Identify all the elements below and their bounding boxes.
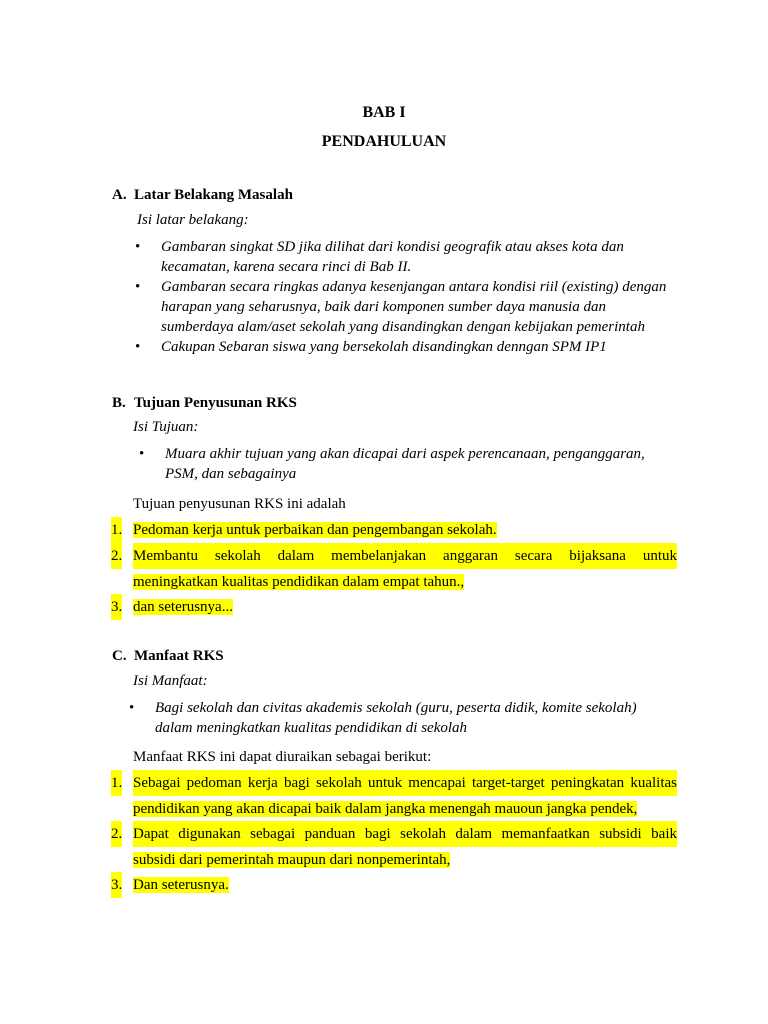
item-text: Dan seterusnya. xyxy=(133,877,229,893)
section-a-letter: A. xyxy=(112,187,127,203)
bullet-dot-icon: • xyxy=(135,279,141,295)
section-a-bullet-2 xyxy=(135,277,681,337)
section-c-bullet-1 xyxy=(129,698,665,738)
bullet-dot-icon: • xyxy=(129,700,135,716)
section-c-item-3 xyxy=(111,872,677,898)
bullet-text: Bagi sekolah dan civitas akademis sekolah (guru, peserta didik, komite sekolah) dalam meningkatkan kualitas pendidikan di sekolah xyxy=(155,700,637,736)
bullet-text: Gambaran singkat SD jika dilihat dari kondisi geografik atau akses kota dan kecamatan, karena secara rinci di Bab II. xyxy=(161,239,624,275)
section-b-heading xyxy=(112,395,297,412)
section-c-subheading: Isi Manfaat: xyxy=(133,673,208,689)
item-text-line-1: Sebagai pedoman kerja bagi sekolah untuk mencapai target-target peningkatan kualitas xyxy=(133,770,677,796)
section-b-item-1 xyxy=(111,517,677,543)
chapter-title: PENDAHULUAN xyxy=(321,133,447,150)
item-text-line-2: pendidikan yang akan dicapai baik dalam jangka menengah mauoun jangka pendek, xyxy=(133,801,638,817)
item-text-line-2: subsidi dari pemerintah maupun dari nonpemerintah, xyxy=(133,852,451,868)
item-text-line-1: Membantu sekolah dalam membelanjakan anggaran secara bijaksana untuk xyxy=(133,543,677,569)
chapter-number: BAB I xyxy=(362,104,406,121)
item-number: 3. xyxy=(111,594,122,620)
section-a-heading xyxy=(112,187,293,204)
item-number: 3. xyxy=(111,872,122,898)
item-number: 2. xyxy=(111,821,122,847)
item-text: Pedoman kerja untuk perbaikan dan pengembangan sekolah. xyxy=(133,522,497,538)
section-c-item-1 xyxy=(111,770,677,822)
bullet-dot-icon: • xyxy=(139,446,145,462)
bullet-text: Gambaran secara ringkas adanya kesenjangan antara kondisi riil (existing) dengan harapan yang seharusnya, baik dari komponen sumber daya manusia dan sumberdaya alam/aset sekolah yang disandingkan dengan kebijakan pemerintah xyxy=(161,279,667,335)
section-c-letter: C. xyxy=(112,648,127,664)
item-number: 1. xyxy=(111,770,122,796)
section-a-bullet-1 xyxy=(135,237,661,277)
item-text: dan seterusnya... xyxy=(133,599,233,615)
section-b-bullet-1 xyxy=(139,444,675,484)
section-a-bullet-3 xyxy=(135,337,681,357)
bullet-dot-icon: • xyxy=(135,239,141,255)
section-c-item-2 xyxy=(111,821,677,873)
section-b-subheading: Isi Tujuan: xyxy=(133,419,199,435)
section-b-title: Tujuan Penyusunan RKS xyxy=(134,395,297,411)
section-b-intro: Tujuan penyusunan RKS ini adalah xyxy=(133,496,346,512)
section-c-title: Manfaat RKS xyxy=(134,648,224,664)
section-c-intro: Manfaat RKS ini dapat diuraikan sebagai berikut: xyxy=(133,749,432,765)
bullet-text: Cakupan Sebaran siswa yang bersekolah disandingkan denngan SPM IP1 xyxy=(161,339,607,355)
item-number: 1. xyxy=(111,517,122,543)
section-a-subheading: Isi latar belakang: xyxy=(137,212,249,228)
section-a-title: Latar Belakang Masalah xyxy=(134,187,293,203)
section-c-heading xyxy=(112,648,224,665)
bullet-text: Muara akhir tujuan yang akan dicapai dari aspek perencanaan, penganggaran, PSM, dan sebagainya xyxy=(165,446,645,482)
section-b-letter: B. xyxy=(112,395,126,411)
item-text-line-2: meningkatkan kualitas pendidikan dalam empat tahun., xyxy=(133,574,465,590)
bullet-dot-icon: • xyxy=(135,339,141,355)
item-text-line-1: Dapat digunakan sebagai panduan bagi sekolah dalam memanfaatkan subsidi baik xyxy=(133,821,677,847)
item-number: 2. xyxy=(111,543,122,569)
section-b-item-3 xyxy=(111,594,677,620)
section-b-item-2 xyxy=(111,543,677,595)
